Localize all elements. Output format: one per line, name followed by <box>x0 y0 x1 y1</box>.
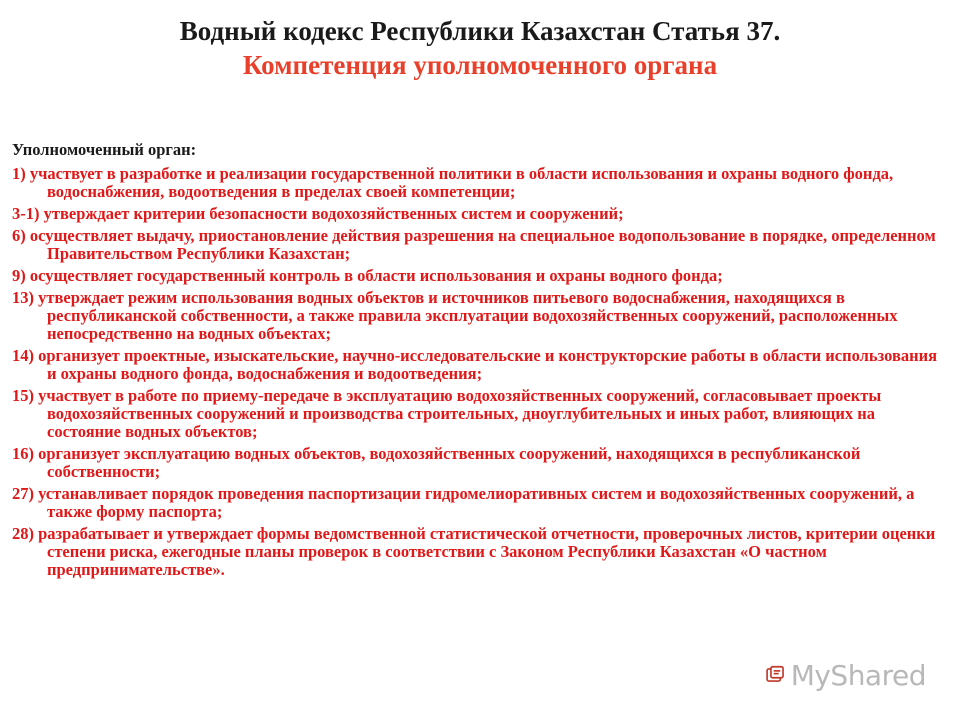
list-item: 27) устанавливает порядок проведения паспортизации гидромелиоративных систем и водохозяйственных сооружений, а также форму паспорта; <box>12 484 915 521</box>
list-item: 28) разрабатывает и утверждает формы ведомственной статистической отчетности, проверочных листов, критерии оценки степени риска, ежегодные планы проверок в соответствии с Законом Республики Казахстан «О частном предпринимательстве». <box>12 524 936 579</box>
list-item: 1) участвует в разработке и реализации государственной политики в области использования и охраны водного фонда, водоснабжения, водоотведения в пределах своей компетенции; <box>12 164 894 201</box>
intro-text: Уполномоченный орган: <box>12 140 197 159</box>
list-item: 3-1) утверждает критерии безопасности водохозяйственных систем и сооружений; <box>12 204 624 223</box>
myshared-watermark <box>766 655 926 695</box>
slide-title <box>0 14 960 82</box>
watermark-text: MyShared <box>790 658 926 692</box>
list-item: 13) утверждает режим использования водных объектов и источников питьевого водоснабжения, находящихся в республиканской собственности, а также правила эксплуатации водохозяйственных сооружений, расположенных непосредственно на водных объектах; <box>12 288 898 343</box>
list-item: 14) организует проектные, изыскательские, научно-исследовательские и конструкторские работы в области использования и охраны водного фонда, водоснабжения и водоотведения; <box>12 346 938 383</box>
list-item: 9) осуществляет государственный контроль в области использования и охраны водного фонда; <box>12 266 723 285</box>
list-item: 16) организует эксплуатацию водных объектов, водохозяйственных сооружений, находящихся в республиканской собственности; <box>12 444 861 481</box>
list-item: 15) участвует в работе по приему-передаче в эксплуатацию водохозяйственных сооружений, согласовывает проекты водохозяйственных сооружений и производства строительных, дноуглубительных и иных работ, влияющих на состояние водных объектов; <box>12 386 882 441</box>
slide-body <box>12 140 947 583</box>
list-item: 6) осуществляет выдачу, приостановление действия разрешения на специальное водопользование в порядке, определенном Правительством Республики Казахстан; <box>12 226 936 263</box>
title-line-1: Водный кодекс Республики Казахстан Статья 37. <box>179 16 781 46</box>
title-line-2: Компетенция уполномоченного органа <box>242 50 718 80</box>
myshared-logo-icon <box>766 658 785 692</box>
